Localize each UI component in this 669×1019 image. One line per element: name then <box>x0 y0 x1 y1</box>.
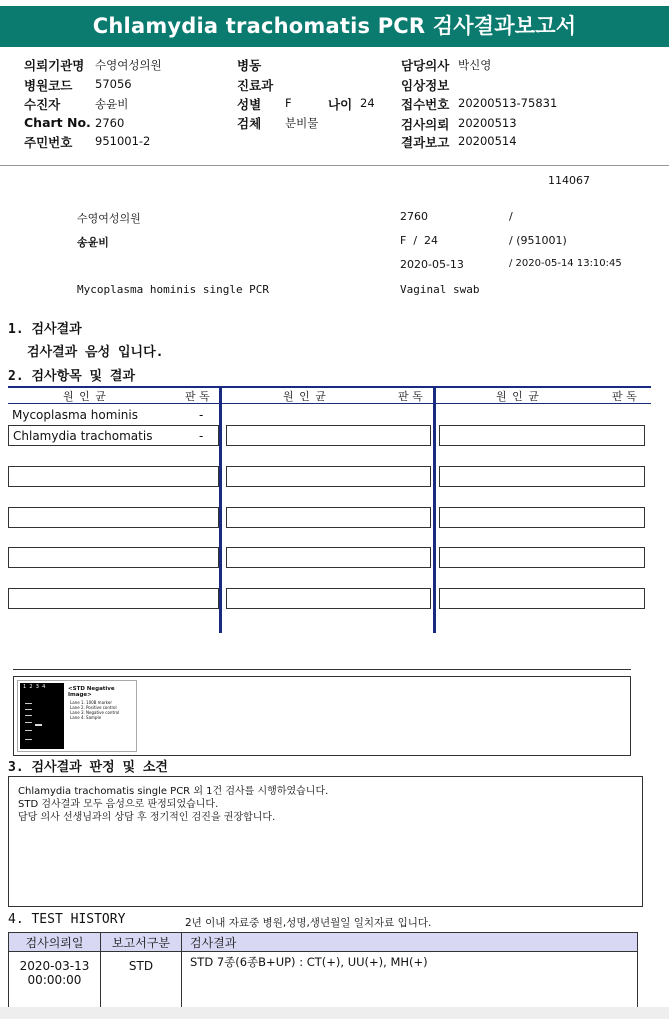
sub-chart: 2760 <box>400 210 428 223</box>
age-value: 24 <box>360 96 375 110</box>
specimen-value: 분비물 <box>285 116 319 130</box>
report-code: 114067 <box>548 174 590 187</box>
empty-cell <box>8 547 219 568</box>
section1-title: 1. 검사결과 <box>8 322 82 337</box>
column-divider-2 <box>433 386 436 633</box>
sub-test-name: Mycoplasma hominis single PCR <box>77 283 270 296</box>
gel-band <box>25 739 32 740</box>
hospital-code-label: 병원코드 <box>24 78 73 93</box>
section3-title: 3. 검사결과 판정 및 소견 <box>8 760 168 775</box>
sub-patient: 송윤비 <box>77 236 109 249</box>
col3-cause-header: 원 인 균 <box>496 390 540 403</box>
specimen-label: 검체 <box>237 116 262 131</box>
gel-legend-1: Lane 1. 100B marker <box>70 700 112 705</box>
patient-label: 수진자 <box>24 97 61 112</box>
section2-title: 2. 검사항목 및 결과 <box>8 369 136 384</box>
row1-result: - <box>199 408 204 422</box>
empty-cell <box>226 507 431 528</box>
history-table <box>8 932 638 1013</box>
empty-cell <box>439 507 645 528</box>
doctor-value: 박신영 <box>458 58 492 72</box>
divider-rule <box>13 669 631 670</box>
section1-result-text: 검사결과 음성 입니다. <box>27 345 164 360</box>
history-date: 2020-03-13 <box>19 959 90 973</box>
sub-clinic: 수영여성의원 <box>77 212 141 225</box>
gel-lane-numbers: 1 2 3 4 <box>23 684 46 690</box>
age-label: 나이 <box>328 97 353 112</box>
empty-cell <box>8 588 219 609</box>
empty-cell <box>8 466 219 487</box>
chart-value: 2760 <box>95 116 125 130</box>
patient-info-header <box>0 47 669 166</box>
empty-cell <box>439 588 645 609</box>
opinion-line-2: STD 검사결과 모두 음성으로 판정되었습니다. <box>18 799 219 810</box>
sub-sex-age: F / 24 <box>400 234 439 247</box>
report-value: 20200514 <box>458 134 517 148</box>
ward-label: 병동 <box>237 58 262 73</box>
sub-birth: / (951001) <box>509 234 567 247</box>
col2-cause-header: 원 인 균 <box>283 390 327 403</box>
gel-band <box>25 730 32 731</box>
col3-result-header: 판 독 <box>612 390 637 403</box>
empty-cell <box>8 507 219 528</box>
history-date-cell <box>9 952 101 1013</box>
request-label: 검사의뢰 <box>401 117 450 132</box>
opinion-line-1: Chlamydia trachomatis single PCR 외 1건 검사를 시행하였습니다. <box>18 786 329 797</box>
gel-band <box>25 715 32 716</box>
institution-value: 수영여성의원 <box>95 58 162 72</box>
dept-label: 진료과 <box>237 78 274 93</box>
column-divider-1 <box>219 386 222 633</box>
report-title: Chlamydia trachomatis PCR 검사결과보고서 <box>0 6 669 47</box>
patient-value: 송윤비 <box>95 97 129 111</box>
resident-value: 951001-2 <box>95 134 151 148</box>
sub-slash: / <box>509 210 513 223</box>
gel-heading: <STD Negative Image> <box>68 686 115 698</box>
page-footer-band <box>0 1007 669 1019</box>
sex-label: 성별 <box>237 97 262 112</box>
gel-band <box>25 709 32 710</box>
history-type: STD <box>101 952 182 1013</box>
empty-cell <box>439 425 645 446</box>
history-result: STD 7종(6종B+UP) : CT(+), UU(+), MH(+) <box>182 952 638 1013</box>
sub-date-request: 2020-05-13 <box>400 258 464 271</box>
empty-cell <box>226 588 431 609</box>
gel-legend-3: Lane 3. Negative control <box>70 710 120 715</box>
section4-title: 4. TEST HISTORY <box>8 912 126 927</box>
history-header-type: 보고서구분 <box>101 933 182 952</box>
row2-result: - <box>199 429 204 443</box>
col1-cause-header: 원 인 균 <box>63 390 107 403</box>
gel-band <box>25 722 32 723</box>
sub-date-report: / 2020-05-14 13:10:45 <box>509 258 622 269</box>
sub-specimen: Vaginal swab <box>400 283 480 296</box>
opinion-line-3: 담당 의사 선생님과의 상담 후 정기적인 검진을 권장합니다. <box>18 812 276 823</box>
receipt-value: 20200513-75831 <box>458 96 558 110</box>
empty-cell <box>226 466 431 487</box>
history-note: 2년 이내 자료중 병원,성명,생년월일 일치자료 입니다. <box>185 917 432 929</box>
institution-label: 의뢰기관명 <box>24 58 85 73</box>
resident-label: 주민번호 <box>24 135 73 150</box>
empty-cell <box>439 466 645 487</box>
gel-band <box>35 724 42 726</box>
history-time: 00:00:00 <box>27 973 82 987</box>
empty-cell <box>226 547 431 568</box>
history-row <box>9 952 638 1013</box>
request-value: 20200513 <box>458 116 517 130</box>
clinical-label: 임상정보 <box>401 78 450 93</box>
doctor-label: 담당의사 <box>401 58 450 73</box>
gel-lanes <box>20 683 64 749</box>
gel-image <box>17 680 137 752</box>
col2-result-header: 판 독 <box>398 390 423 403</box>
receipt-label: 접수번호 <box>401 97 450 112</box>
report-label: 결과보고 <box>401 135 450 150</box>
sex-value: F <box>285 96 292 110</box>
col1-result-header: 판 독 <box>185 390 210 403</box>
empty-cell <box>439 547 645 568</box>
history-header-date: 검사의뢰일 <box>9 933 101 952</box>
gel-legend-4: Lane 4. Sample <box>70 715 102 720</box>
chart-label: Chart No. <box>24 115 91 130</box>
history-header-result: 검사결과 <box>182 933 638 952</box>
gel-band <box>25 703 32 704</box>
hospital-code-value: 57056 <box>95 77 132 91</box>
empty-cell <box>226 425 431 446</box>
row2-organism: Chlamydia trachomatis <box>13 429 153 443</box>
gel-legend-2: Lane 2. Positive control <box>70 705 117 710</box>
row1-organism: Mycoplasma hominis <box>12 408 138 422</box>
